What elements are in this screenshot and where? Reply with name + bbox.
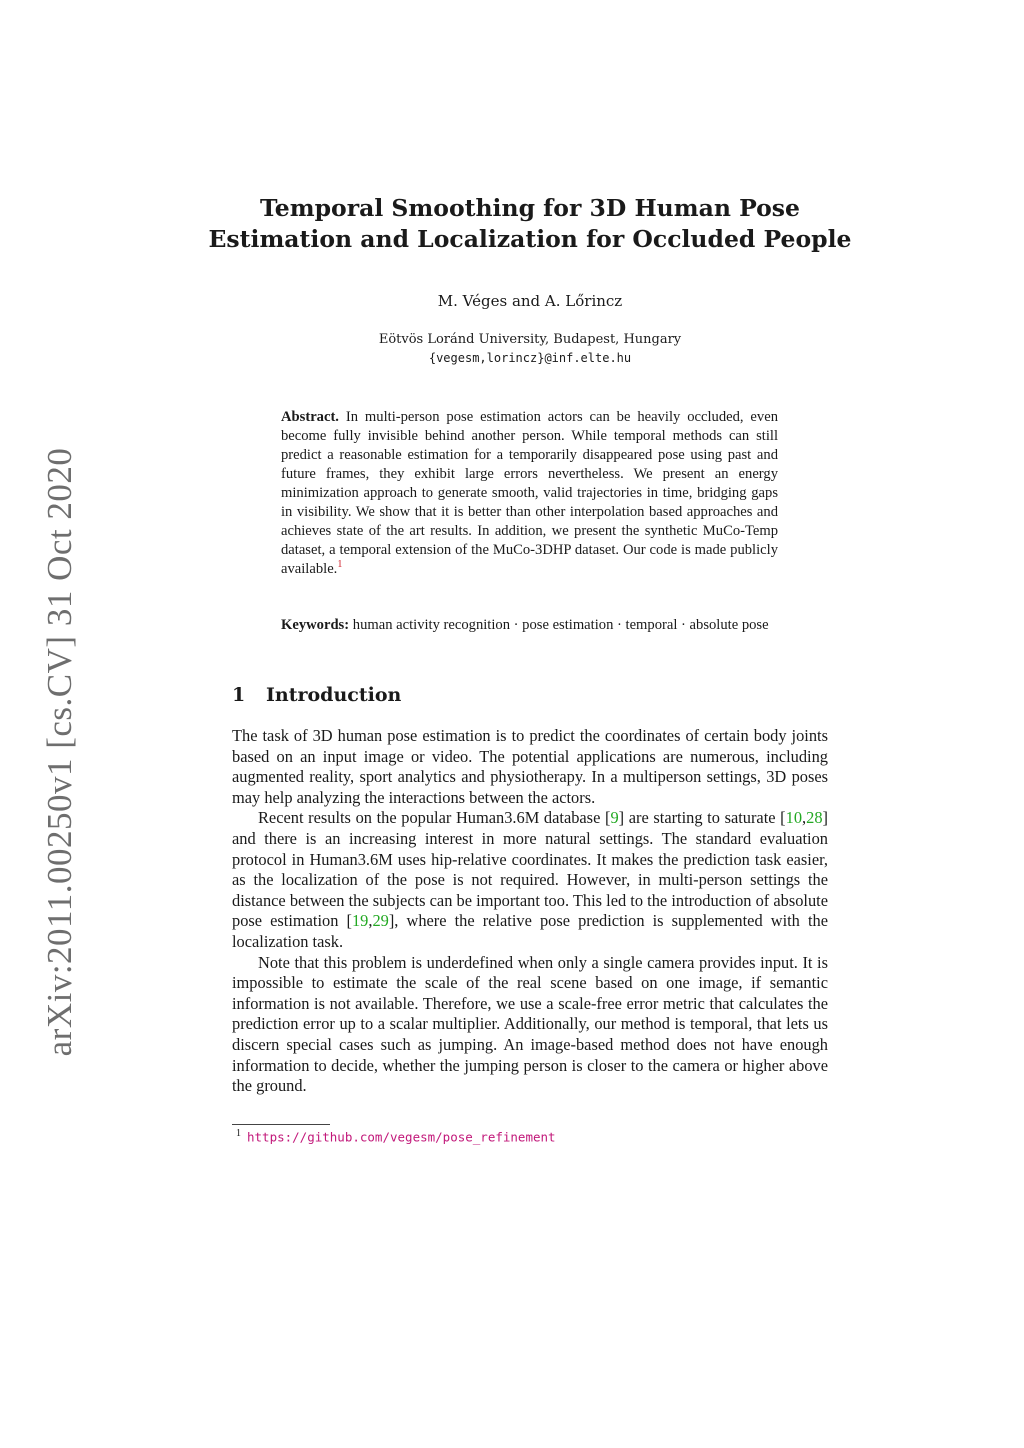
paragraph-2-text-c: ] and there is an increasing interest in more natural settings. The standard evaluation protocol in Human3.6M uses hip-relative coordinates. It makes the prediction task easier, as the localization of the pose is not required. However, in multi-person settings the distance between the subjects can be important too. This led to the introduction of absolute pose estimation [ — [232, 808, 828, 931]
section-heading — [232, 684, 401, 706]
citation-separator: , — [802, 808, 807, 828]
paragraph-1: The task of 3D human pose estimation is to predict the coordinates of certain body joints based on an input image or video. The potential applications are numerous, including augmented reality, sport analytics and physiotherapy. In a multiperson settings, 3D poses may help analyzing the interactions between the actors. — [232, 726, 828, 807]
keywords — [281, 616, 778, 635]
paper-title — [200, 193, 860, 255]
footnote-number: 1 — [236, 1128, 241, 1139]
paragraph-2-text-d: ], where the relative pose prediction is supplemented with the localization task. — [232, 911, 828, 951]
abstract-label: Abstract. — [281, 409, 339, 425]
email: {vegesm,lorincz}@inf.elte.hu — [428, 351, 632, 365]
citation-link[interactable]: 19 — [351, 911, 369, 931]
footnote-divider — [232, 1124, 330, 1125]
footnote-marker-link[interactable]: 1 — [337, 559, 343, 571]
keywords-label: Keywords: — [281, 617, 350, 633]
paragraph-2 — [232, 808, 828, 952]
title-line-1: Temporal Smoothing for 3D Human Pose — [260, 194, 800, 222]
paragraph-2-text-b: ] are starting to saturate [ — [618, 808, 786, 828]
introduction-body — [232, 726, 828, 1097]
paragraph-3: Note that this problem is underdefined when only a single camera provides input. It is impossible to estimate the scale of the real scene based on one image, if semantic information is not available. Therefore, we use a scale-free error metric that calculates the prediction error up to a scalar multiplier. Additionally, our method is temporal, that lets us discern special cases such as jumping. An image-based method does not have enough information to decide, whether the jumping person is closer to the camera or higher above the ground. — [232, 952, 828, 1096]
footnote-url-link[interactable]: https://github.com/vegesm/pose_refinement — [247, 1129, 556, 1145]
arxiv-identifier: arXiv:2011.00250v1 [cs.CV] 31 Oct 2020 — [40, 447, 79, 1057]
keywords-text: human activity recognition · pose estimation · temporal · absolute pose — [352, 617, 769, 633]
abstract — [281, 408, 778, 579]
citation-link[interactable]: 10 — [785, 808, 803, 828]
institution: Eötvös Loránd University, Budapest, Hungary — [378, 332, 682, 347]
authors: M. Véges and A. Lőrincz — [437, 292, 623, 310]
title-line-2: Estimation and Localization for Occluded People — [208, 225, 852, 253]
affiliation — [200, 330, 860, 368]
citation-link[interactable]: 28 — [806, 808, 823, 828]
citation-link[interactable]: 9 — [610, 808, 619, 828]
section-title-text: Introduction — [266, 684, 402, 706]
citation-separator: , — [368, 911, 373, 931]
citation-link[interactable]: 29 — [372, 911, 389, 931]
section-number: 1 — [232, 684, 246, 706]
paragraph-2-text-a: Recent results on the popular Human3.6M database [ — [258, 808, 611, 828]
abstract-text: In multi-person pose estimation actors can be heavily occluded, even become fully invisible behind another person. While temporal methods can still predict a reasonable estimation for a temporarily disappeared pose using past and future frames, they exhibit large errors nevertheless. We present an energy minimization approach to generate smooth, valid trajectories in time, bridging gaps in visibility. We show that it is better than other interpolation based approaches and achieves state of the art results. In addition, we present the synthetic MuCo-Temp dataset, a temporal extension of the MuCo-3DHP dataset. Our code is made publicly available. — [281, 409, 778, 577]
footnote — [236, 1128, 556, 1145]
